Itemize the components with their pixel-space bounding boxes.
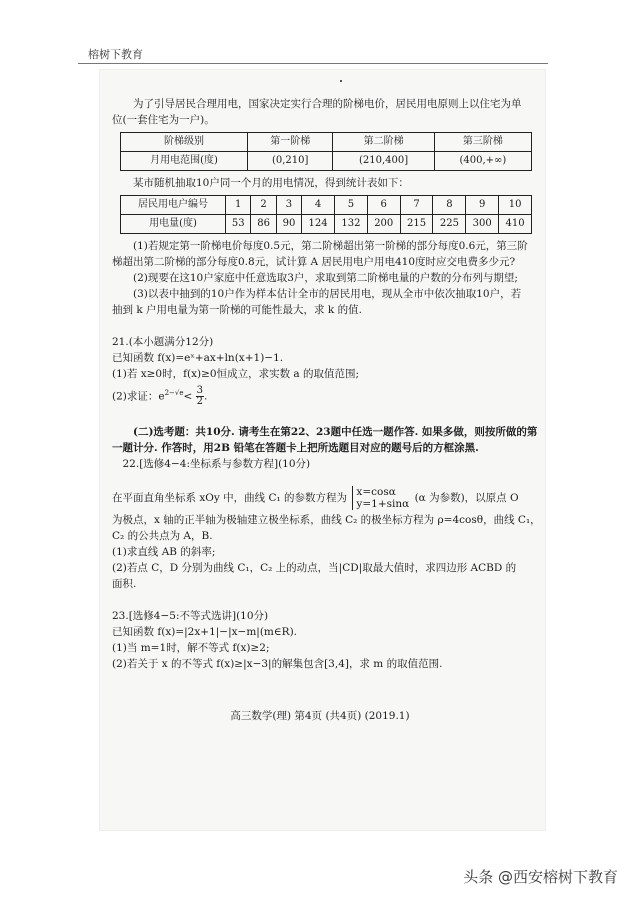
usage-header-label: 居民用电户编号 xyxy=(121,196,226,215)
q22-part1: (1)求直线 AB 的斜率; xyxy=(112,545,216,558)
usage-value-row xyxy=(121,215,532,234)
tier-header-cell: 第三阶梯 xyxy=(434,133,531,152)
tier-header-cell: 第二阶梯 xyxy=(333,133,434,152)
q23-part1: (1)当 m=1时，解不等式 f(x)≥2; xyxy=(112,641,270,654)
q23-given: 已知函数 f(x)=|2x+1|−|x−m|(m∈R). xyxy=(112,625,298,638)
q22-given-suffix: (α 为参数)，以原点 O xyxy=(414,491,519,504)
q20-part2: (2)现要在这10户家庭中任意选取3户，求取到第二阶梯电量的户数的分布列与期望; xyxy=(133,272,518,284)
q20-part1-line2: 梯超出第二阶梯的部分每度0.8元，试计算 A 居民用电户用电410度时应交电费多少元? xyxy=(112,256,516,268)
optional-instructions-line2: 一题计分. 作答时，用2B 铅笔在答题卡上把所选题目对应的题号后的方框涂黑. xyxy=(112,441,479,454)
tier-range-cell: (210,400] xyxy=(333,152,434,171)
q20-part1-line1: (1)若规定第一阶梯电价每度0.5元，第二阶梯超出第一阶梯的部分每度0.6元，第三阶 xyxy=(133,240,528,252)
usage-id-cell: 4 xyxy=(302,196,335,215)
usage-id-cell: 3 xyxy=(276,196,301,215)
usage-value-label: 用电量(度) xyxy=(121,215,226,234)
q21-part2-prefix: (2)求证：e xyxy=(112,390,165,403)
usage-value-cell: 215 xyxy=(400,215,433,234)
tier-range-cell: (400,+∞) xyxy=(434,152,531,171)
usage-value-cell: 300 xyxy=(466,215,499,234)
usage-id-cell: 10 xyxy=(499,196,532,215)
usage-id-cell: 9 xyxy=(466,196,499,215)
usage-value-cell: 124 xyxy=(302,215,335,234)
q21-given: 已知函数 f(x)=eˣ+ax+ln(x+1)−1. xyxy=(112,352,284,364)
q21-part2-lt: < xyxy=(183,390,193,403)
q22-given-prefix: 在平面直角坐标系 xOy 中，曲线 C₁ 的参数方程为 xyxy=(112,491,348,504)
usage-table xyxy=(120,195,532,234)
q21-part2-exponent: 2−√e xyxy=(164,389,184,397)
q21-part2 xyxy=(112,382,542,408)
q22-given-line2: 为极点，x 轴的正半轴为极轴建立极坐标系，曲线 C₂ 的极坐标方程为 ρ=4cosθ，曲线 C₁， xyxy=(112,513,541,526)
parametric-system xyxy=(352,486,409,510)
tier-header-cell: 阶梯级别 xyxy=(121,133,248,152)
sample-description: 某市随机抽取10户同一个月的用电情况，得到统计表如下： xyxy=(133,177,409,189)
q20-part3-line2: 抽到 k 户用电量为第一阶梯的可能性最大，求 k 的值. xyxy=(112,304,362,316)
param-eq-x: x=cosα xyxy=(356,485,396,498)
tier-range-cell: 月用电范围(度) xyxy=(121,152,248,171)
exam-content xyxy=(112,96,542,672)
intro-line-2: 位(一套住宅为一户)。 xyxy=(112,114,215,126)
usage-id-cell: 6 xyxy=(367,196,400,215)
optional-instructions-line1: (二)选考题：共10分. 请考生在第22、23题中任选一题作答. 如果多做，则按所做的第 xyxy=(133,425,538,438)
q22-given-line3: C₂ 的公共点为 A，B. xyxy=(112,529,213,542)
q22-given-line1 xyxy=(112,484,542,512)
usage-value-cell: 132 xyxy=(335,215,368,234)
q21-part2-end: . xyxy=(204,390,208,403)
brand-header: 榕树下教育 xyxy=(88,48,143,61)
usage-id-cell: 8 xyxy=(433,196,466,215)
tier-header-row xyxy=(121,133,532,152)
usage-value-cell: 53 xyxy=(226,215,251,234)
source-watermark: 头条 @西安榕树下教育 xyxy=(463,868,618,886)
q23-part2: (2)若关于 x 的不等式 f(x)≥|x−3|的解集包含[3,4]，求 m 的取值范围. xyxy=(112,657,443,670)
q21-part1: (1)若 x≥0时，f(x)≥0恒成立，求实数 a 的取值范围; xyxy=(112,368,360,380)
usage-id-cell: 7 xyxy=(400,196,433,215)
tier-header-cell: 第一阶梯 xyxy=(248,133,333,152)
usage-value-cell: 225 xyxy=(433,215,466,234)
q21-fraction xyxy=(196,386,204,407)
usage-value-cell: 410 xyxy=(499,215,532,234)
usage-id-cell: 2 xyxy=(251,196,276,215)
scan-speck xyxy=(340,80,342,82)
header-divider xyxy=(78,63,548,64)
page-footer: 高三数学(理) 第4页 (共4页) (2019.1) xyxy=(230,710,410,722)
tier-table xyxy=(120,132,532,171)
intro-line-1: 为了引导居民合理用电，国家决定实行合理的阶梯电价，居民用电原则上以住宅为单 xyxy=(133,98,522,110)
usage-value-cell: 86 xyxy=(251,215,276,234)
usage-id-cell: 5 xyxy=(335,196,368,215)
usage-value-cell: 200 xyxy=(367,215,400,234)
tier-range-row xyxy=(121,152,532,171)
fraction-denominator: 2 xyxy=(196,396,204,407)
q22-part2-line2: 面积. xyxy=(112,577,137,590)
q22-title: 22.[选修4−4:坐标系与参数方程](10分) xyxy=(122,457,311,470)
usage-id-cell: 1 xyxy=(226,196,251,215)
tier-range-cell: (0,210] xyxy=(248,152,333,171)
param-eq-y: y=1+sinα xyxy=(356,497,410,510)
q23-title: 23.[选修4−5:不等式选讲](10分) xyxy=(112,609,269,622)
usage-value-cell: 90 xyxy=(276,215,301,234)
usage-id-row xyxy=(121,196,532,215)
q22-part2-line1: (2)若点 C，D 分别为曲线 C₁，C₂ 上的动点，当|CD|取最大值时，求四边形 ACBD 的 xyxy=(112,561,517,574)
q20-part3-line1: (3)以表中抽到的10户作为样本估计全市的居民用电，现从全市中依次抽取10户，若 xyxy=(133,288,522,300)
fraction-numerator: 3 xyxy=(196,385,204,396)
q21-title: 21.(本小题满分12分) xyxy=(112,336,214,348)
